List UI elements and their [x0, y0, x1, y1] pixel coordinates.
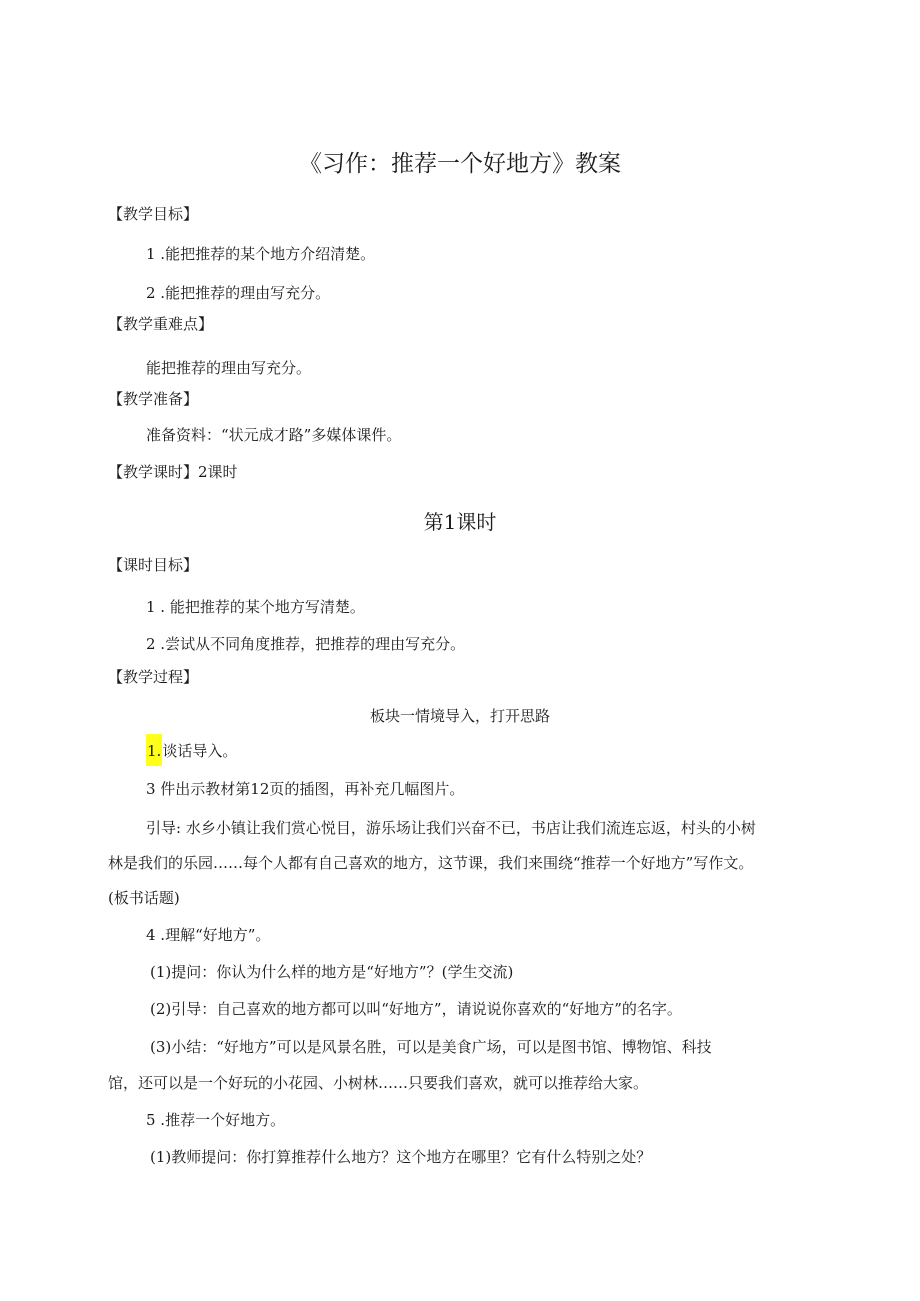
preparation-text: 准备资料：“状元成才路”多媒体课件。 [146, 426, 402, 444]
process-step-4-2: (2)引导：自己喜欢的地方都可以叫“好地方”，请说说你喜欢的“好地方”的名字。 [150, 1000, 682, 1018]
process-step-1 [146, 741, 237, 761]
process-step-1-text: 谈话导入。 [162, 742, 238, 760]
guide-paragraph-line-2: 林是我们的乐园……每个人都有自己喜欢的地方，这节课，我们来围绕“推荐一个好地方”写作文。 [108, 854, 754, 872]
process-step-5: 5 .推荐一个好地方。 [146, 1111, 286, 1129]
block-heading-1: 板块一情境导入，打开思路 [369, 707, 550, 725]
process-step-4-1: (1)提问：你认为什么样的地方是“好地方”？(学生交流) [150, 963, 514, 981]
process-step-4: 4 .理解“好地方”。 [146, 926, 271, 944]
lesson-title: 第1课时 [423, 510, 497, 534]
goal-item-1: 1 .能把推荐的某个地方介绍清楚。 [146, 245, 376, 263]
section-heading-process: 【教学过程】 [108, 668, 199, 686]
process-step-3: 3 件出示教材第12页的插图，再补充几幅图片。 [146, 780, 465, 798]
section-heading-lesson-goals: 【课时目标】 [108, 556, 199, 574]
section-heading-preparation: 【教学准备】 [108, 390, 199, 408]
guide-paragraph-line-3: (板书话题) [108, 889, 180, 907]
key-points-text: 能把推荐的理由写充分。 [146, 359, 312, 377]
guide-paragraph-line-1: 引导: 水乡小镇让我们赏心悦目，游乐场让我们兴奋不已，书店让我们流连忘返，村头的小树 [146, 819, 756, 837]
section-heading-key-points: 【教学重难点】 [108, 315, 214, 333]
process-step-4-3-line-2: 馆，还可以是一个好玩的小花园、小树林……只要我们喜欢，就可以推荐给大家。 [108, 1074, 649, 1092]
goal-item-2: 2 .能把推荐的理由写充分。 [146, 284, 331, 302]
document-title: 《习作：推荐一个好地方》教案 [299, 151, 621, 177]
lesson-goal-item-1: 1 . 能把推荐的某个地方写清楚。 [146, 598, 365, 616]
process-step-4-3-line-1: (3)小结：“好地方”可以是风景名胜，可以是美食广场，可以是图书馆、博物馆、科技 [150, 1038, 712, 1056]
highlighted-step-number: 1. [146, 734, 162, 766]
process-step-5-1: (1)教师提问：你打算推荐什么地方？这个地方在哪里？它有什么特别之处？ [150, 1148, 652, 1166]
section-heading-goals: 【教学目标】 [108, 205, 199, 223]
section-heading-hours: 【教学课时】2课时 [108, 463, 238, 481]
lesson-goal-item-2: 2 .尝试从不同角度推荐，把推荐的理由写充分。 [146, 635, 466, 653]
